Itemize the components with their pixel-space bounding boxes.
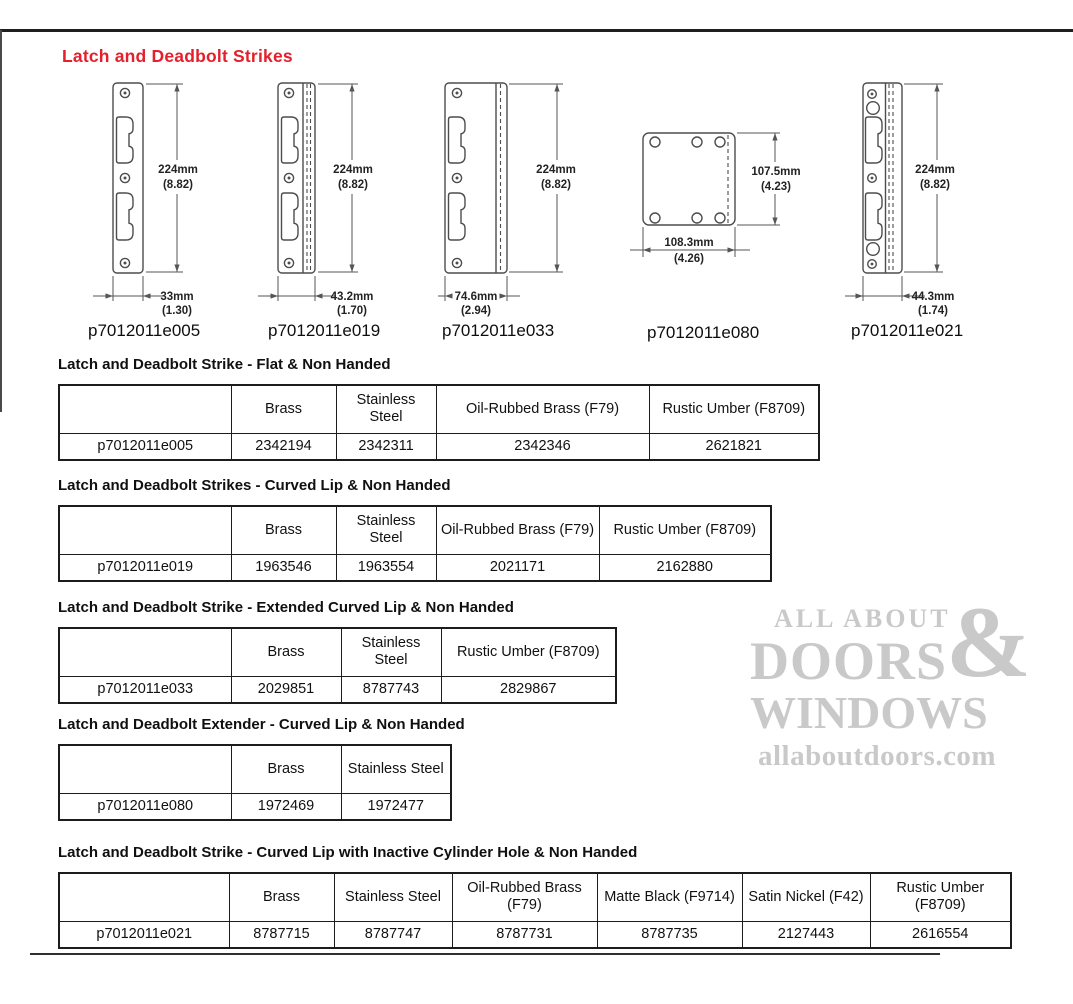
section-title: Latch and Deadbolt Strike - Extended Curved Lip & Non Handed [58, 599, 514, 616]
column-header [59, 506, 231, 554]
column-header: Stainless Steel [334, 873, 452, 921]
dim-height-mm: 224mm [158, 164, 198, 176]
watermark-url: allaboutdoors.com [758, 740, 997, 772]
dim-width-mm: 108.3mm [664, 237, 714, 249]
strike-plate-outline [113, 83, 143, 273]
column-header: Matte Black (F9714) [597, 873, 742, 921]
dim-height-in: (8.82) [540, 179, 572, 191]
section-title: Latch and Deadbolt Strikes - Curved Lip & Non Handed [58, 477, 451, 494]
sku-cell: 8787731 [452, 921, 597, 948]
part-label: p7012011e033 [442, 321, 555, 340]
bottom-rule [30, 953, 940, 955]
parts-table [58, 384, 820, 461]
parts-table [58, 872, 1012, 949]
header-row [59, 873, 1011, 921]
strike-plate-outline [278, 83, 315, 273]
section-title: Latch and Deadbolt Extender - Curved Lip & Non Handed [58, 716, 465, 733]
watermark-line-1: ALL ABOUT [774, 604, 951, 633]
sku-cell: 2829867 [441, 676, 616, 703]
sku-cell: 2127443 [742, 921, 870, 948]
section-extended-curved-lip [58, 598, 617, 704]
strike-plate-outline [445, 83, 507, 273]
column-header: Stainless Steel [336, 506, 436, 554]
dim-width-in: (1.74) [917, 305, 949, 317]
column-header: Rustic Umber (F8709) [599, 506, 771, 554]
sku-cell: 8787715 [229, 921, 334, 948]
column-header: Brass [231, 745, 341, 793]
section-title: Latch and Deadbolt Strike - Curved Lip with Inactive Cylinder Hole & Non Handed [58, 844, 638, 861]
dim-height-mm: 224mm [536, 164, 576, 176]
column-header: Satin Nickel (F42) [742, 873, 870, 921]
dim-width-in: (2.94) [460, 305, 492, 317]
header-row [59, 628, 616, 676]
inactive-cylinder-hole [867, 102, 880, 115]
sku-cell: 1963546 [231, 554, 336, 581]
parts-table [58, 627, 617, 704]
table-row [59, 921, 1011, 948]
sku-cell: 2021171 [436, 554, 599, 581]
left-edge-rule [0, 30, 2, 412]
dim-height-in: (8.82) [337, 179, 369, 191]
part-number-cell: p7012011e033 [59, 676, 231, 703]
header-row [59, 506, 771, 554]
column-header [59, 745, 231, 793]
dim-width-mm: 44.3mm [911, 291, 955, 303]
dim-width-in: (1.30) [161, 305, 193, 317]
dimension-arrows [445, 84, 560, 299]
column-header: Brass [231, 385, 336, 433]
section-curved-lip-strike [58, 476, 772, 582]
dimension-arrows [271, 84, 355, 299]
column-header [59, 628, 231, 676]
section-title: Latch and Deadbolt Strike - Flat & Non Handed [58, 356, 391, 373]
extender-plate-outline [643, 133, 735, 225]
dim-height-mm: 224mm [915, 164, 955, 176]
sku-cell: 1972477 [341, 793, 451, 820]
header-row [59, 745, 451, 793]
part-number-cell: p7012011e080 [59, 793, 231, 820]
dim-width-mm: 74.6mm [454, 291, 498, 303]
sku-cell: 8787735 [597, 921, 742, 948]
column-header: Stainless Steel [341, 628, 441, 676]
parts-table [58, 744, 452, 821]
column-header [59, 385, 231, 433]
top-rule [0, 29, 1073, 32]
sku-cell: 1972469 [231, 793, 341, 820]
column-header: Brass [229, 873, 334, 921]
table-row [59, 433, 819, 460]
column-header: Brass [231, 506, 336, 554]
watermark-ampersand: & [946, 586, 1031, 699]
sku-cell: 8787743 [341, 676, 441, 703]
sku-cell: 2616554 [870, 921, 1011, 948]
column-header: Oil-Rubbed Brass (F79) [436, 506, 599, 554]
column-header: Rustic Umber (F8709) [649, 385, 819, 433]
header-row [59, 385, 819, 433]
sku-cell: 2621821 [649, 433, 819, 460]
watermark-line-2: DOORS [750, 631, 948, 691]
dim-width-mm: 43.2mm [330, 291, 374, 303]
part-number-cell: p7012011e005 [59, 433, 231, 460]
diagram-extender-plate [630, 110, 865, 345]
sku-cell: 2342311 [336, 433, 436, 460]
section-cylinder-hole-strike [58, 843, 1012, 949]
sku-cell: 2162880 [599, 554, 771, 581]
column-header: Stainless Steel [336, 385, 436, 433]
dim-height-in: (8.82) [162, 179, 194, 191]
dim-height-mm: 107.5mm [751, 166, 801, 178]
sku-cell: 8787747 [334, 921, 452, 948]
column-header: Rustic Umber (F8709) [870, 873, 1011, 921]
section-flat-strike [58, 355, 820, 461]
dim-height-in: (4.23) [760, 181, 792, 193]
column-header: Stainless Steel [341, 745, 451, 793]
page-title: Latch and Deadbolt Strikes [62, 46, 293, 66]
column-header: Brass [231, 628, 341, 676]
dimension-arrows [643, 133, 778, 253]
column-header: Oil-Rubbed Brass (F79) [436, 385, 649, 433]
dim-height-in: (8.82) [919, 179, 951, 191]
dim-width-in: (1.70) [336, 305, 368, 317]
dim-width-mm: 33mm [160, 291, 194, 303]
dimension-lines [93, 84, 183, 301]
dimension-lines [258, 84, 358, 301]
diagram-cylinder-hole-strike [845, 78, 1073, 343]
section-extender [58, 715, 465, 821]
column-header: Rustic Umber (F8709) [441, 628, 616, 676]
part-label: p7012011e080 [647, 323, 760, 342]
column-header [59, 873, 229, 921]
part-number-cell: p7012011e019 [59, 554, 231, 581]
dim-height-mm: 224mm [333, 164, 373, 176]
sku-cell: 2029851 [231, 676, 341, 703]
part-label: p7012011e021 [851, 321, 964, 340]
watermark [750, 586, 1031, 772]
table-row [59, 554, 771, 581]
part-label: p7012011e019 [268, 321, 381, 340]
sku-cell: 1963554 [336, 554, 436, 581]
sku-cell: 2342194 [231, 433, 336, 460]
dimension-lines [845, 84, 943, 301]
sku-cell: 2342346 [436, 433, 649, 460]
parts-table [58, 505, 772, 582]
column-header: Oil-Rubbed Brass (F79) [452, 873, 597, 921]
part-label: p7012011e005 [88, 321, 201, 340]
watermark-line-3: WINDOWS [750, 687, 988, 738]
inactive-cylinder-hole [867, 243, 880, 256]
strike-plate-outline [863, 83, 902, 273]
dim-width-in: (4.26) [673, 253, 705, 265]
part-number-cell: p7012011e021 [59, 921, 229, 948]
table-row [59, 676, 616, 703]
table-row [59, 793, 451, 820]
